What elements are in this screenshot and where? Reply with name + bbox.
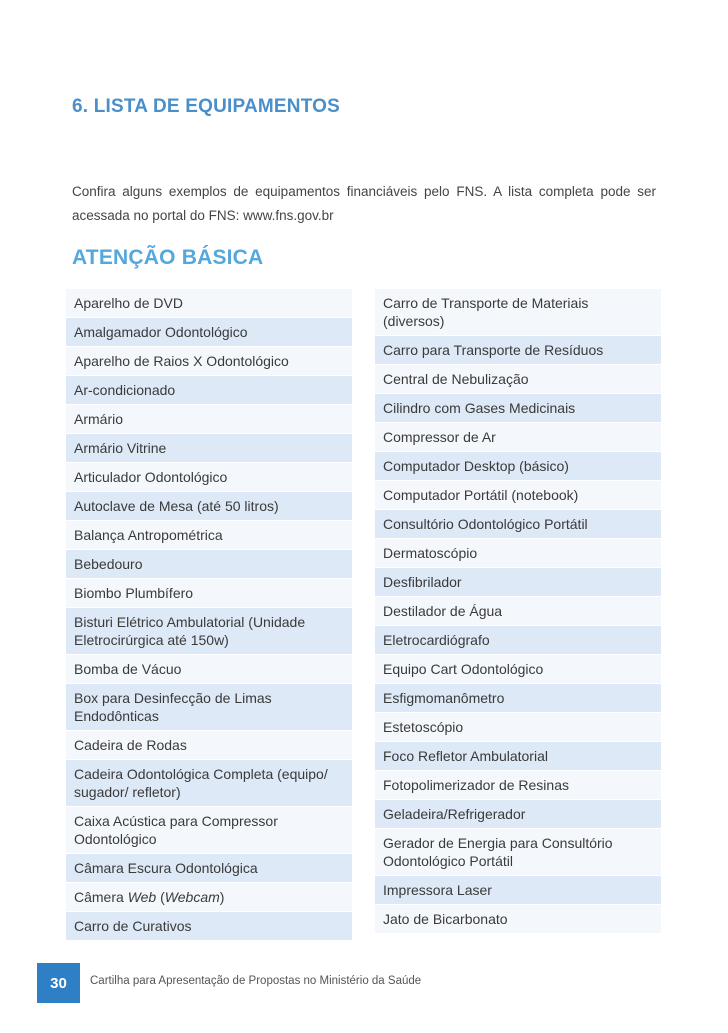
list-item-label: Cadeira Odontológica Completa (equipo/ sugador/ refletor) (74, 766, 328, 800)
list-item (66, 731, 352, 760)
intro-paragraph: Confira alguns exemplos de equipamentos financiáveis pelo FNS. A lista completa pode ser acessada no portal do FNS: www.fns.gov.br (72, 184, 656, 223)
list-item-label: Cadeira de Rodas (74, 737, 187, 753)
list-item (66, 376, 352, 405)
list-item (375, 800, 661, 829)
list-item (66, 550, 352, 579)
list-item-label: Consultório Odontológico Portátil (383, 516, 588, 532)
list-item-label: Computador Desktop (básico) (383, 458, 569, 474)
list-item (66, 684, 352, 731)
footer-text: Cartilha para Apresentação de Propostas no Ministério da Saúde (90, 975, 422, 987)
list-item (375, 394, 661, 423)
list-item (375, 771, 661, 800)
equipment-list-left (66, 289, 352, 941)
list-item-label: Aparelho de DVD (74, 295, 183, 311)
list-item-label: Articulador Odontológico (74, 469, 228, 485)
list-item (375, 452, 661, 481)
list-item (375, 655, 661, 684)
list-item-label: Caixa Acústica para Compressor Odontológico (74, 813, 278, 847)
list-item-label: Equipo Cart Odontológico (383, 661, 544, 677)
page-number: 30 (37, 963, 80, 1003)
list-item (375, 905, 661, 934)
list-item-label: Estetoscópio (383, 719, 464, 735)
list-item (375, 597, 661, 626)
list-item-label: Armário (74, 411, 124, 427)
list-item-label: Cilindro com Gases Medicinais (383, 400, 576, 416)
list-item (375, 510, 661, 539)
section-title: 6. LISTA DE EQUIPAMENTOS (72, 96, 341, 117)
list-item (375, 289, 661, 336)
list-item (66, 405, 352, 434)
list-item-label: Ar-condicionado (74, 382, 176, 398)
list-item-label: Câmera Web (Webcam) (74, 889, 225, 905)
list-item-label: Câmara Escura Odontológica (74, 860, 258, 876)
list-item (375, 568, 661, 597)
list-item (66, 521, 352, 550)
list-item (66, 347, 352, 376)
list-item-label: Bisturi Elétrico Ambulatorial (Unidade Eletrocirúrgica até 150w) (74, 614, 306, 648)
list-item-label: Dermatoscópio (383, 545, 478, 561)
list-item-label: Aparelho de Raios X Odontológico (74, 353, 289, 369)
list-item-label: Jato de Bicarbonato (383, 911, 508, 927)
list-item (66, 854, 352, 883)
list-item (66, 760, 352, 807)
list-item (375, 876, 661, 905)
list-item-label: Autoclave de Mesa (até 50 litros) (74, 498, 279, 514)
list-item (375, 829, 661, 876)
list-item (375, 336, 661, 365)
list-item (66, 579, 352, 608)
list-item-label: Compressor de Ar (383, 429, 496, 445)
list-item (66, 492, 352, 521)
list-item-label: Desfibrilador (383, 574, 462, 590)
list-item (375, 684, 661, 713)
list-item-label: Destilador de Água (383, 603, 503, 619)
list-item (375, 365, 661, 394)
equipment-list-right (375, 289, 661, 934)
list-item-label: Geladeira/Refrigerador (383, 806, 526, 822)
list-item-label: Eletrocardiógrafo (383, 632, 490, 648)
list-item (375, 742, 661, 771)
list-item (375, 713, 661, 742)
list-item (375, 539, 661, 568)
list-item-label: Box para Desinfecção de Limas Endodônticas (74, 690, 272, 724)
list-item-label: Amalgamador Odontológico (74, 324, 248, 340)
list-item-label: Balança Antropométrica (74, 527, 223, 543)
list-item (66, 608, 352, 655)
list-item-label: Foco Refletor Ambulatorial (383, 748, 548, 764)
list-item (375, 423, 661, 452)
list-item-label: Armário Vitrine (74, 440, 167, 456)
list-item-label: Carro para Transporte de Resíduos (383, 342, 604, 358)
list-item (66, 463, 352, 492)
list-item-label: Gerador de Energia para Consultório Odontológico Portátil (383, 835, 613, 869)
list-item-label: Bebedouro (74, 556, 143, 572)
list-item-label: Esfigmomanômetro (383, 690, 505, 706)
list-item-label: Fotopolimerizador de Resinas (383, 777, 569, 793)
list-item (66, 434, 352, 463)
list-item-label: Impressora Laser (383, 882, 492, 898)
list-item (66, 289, 352, 318)
list-item (66, 912, 352, 941)
list-item (375, 626, 661, 655)
list-item (66, 318, 352, 347)
list-item-label: Central de Nebulização (383, 371, 529, 387)
list-item (375, 481, 661, 510)
list-item (66, 655, 352, 684)
list-item-label: Computador Portátil (notebook) (383, 487, 579, 503)
list-item-label: Carro de Curativos (74, 918, 192, 934)
list-item (66, 807, 352, 854)
list-item-label: Bomba de Vácuo (74, 661, 182, 677)
list-item-label: Biombo Plumbífero (74, 585, 194, 601)
list-item-label: Carro de Transporte de Materiais (diversos) (383, 295, 589, 329)
list-item (66, 883, 352, 912)
subsection-title: ATENÇÃO BÁSICA (72, 246, 264, 269)
